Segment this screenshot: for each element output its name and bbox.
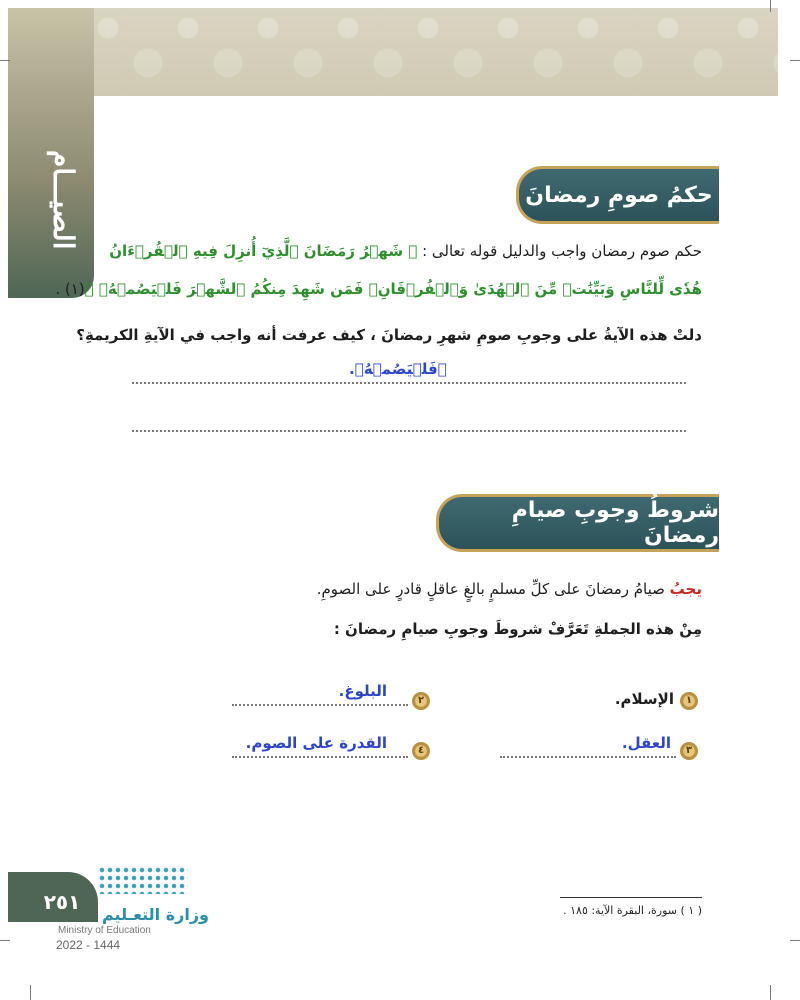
crop-mark (770, 985, 771, 1000)
quran-verse-part1: ﴿ شَهۡرُ رَمَضَانَ ٱلَّذِيٓ أُنزِلَ فِيهِ ٱلۡقُرۡءَانُ (109, 242, 418, 260)
answer-line (232, 704, 408, 706)
bullet-number-icon: ٤ (412, 742, 430, 760)
section-heading-text: حكمُ صومِ رمضانَ (525, 182, 713, 208)
conditions-sentence (317, 580, 702, 598)
question-text: دلتْ هذه الآيةُ على وجوبِ صومِ شهرِ رمضانَ ، كيف عرفت أنه واجب في الآيةِ الكريمةِ؟ (76, 326, 702, 344)
section-heading-ruling (516, 166, 719, 224)
crop-mark (0, 60, 10, 61)
sentence-text: صيامُ رمضانَ على كلِّ مسلمٍ بالغٍ عاقلٍ قادرٍ على الصومِ. (316, 580, 670, 598)
condition-item-1: الإسلام. (614, 690, 674, 708)
answer-line-2 (132, 430, 686, 432)
section-heading-text: شروطُ وجوبِ صيامِ رمضانَ (511, 498, 719, 548)
crop-mark (790, 940, 800, 941)
edition-year: 2022 - 1444 (56, 938, 121, 952)
section-heading-conditions (436, 494, 719, 552)
ruling-intro-line (109, 242, 702, 260)
ministry-name-ar: وزارة التعـليم (102, 905, 209, 924)
ministry-logo-icon (98, 866, 188, 894)
answer-line (500, 756, 676, 758)
page-number: ٢٥١ (43, 890, 81, 914)
conditions-prompt: مِنْ هذه الجملةِ تَعَرَّفْ شروطَ وجوبِ صيامِ رمضانَ : (333, 620, 702, 638)
quran-verse-part2: هُدٗى لِّلنَّاسِ وَبَيِّنَٰتٖ مِّنَ ٱلۡهُدَىٰ وَٱلۡفُرۡقَانِۚ فَمَن شَهِدَ مِنكُمُ ٱلشَّهۡرَ فَلۡيَصُمۡهُۖ ﴾ (84, 280, 702, 298)
condition-answer-2[interactable]: البلوغ. (336, 682, 390, 700)
crop-mark (790, 60, 800, 61)
footnote-divider (560, 897, 702, 898)
intro-text: حكم صوم رمضان واجب والدليل قوله تعالى : (417, 242, 702, 260)
bullet-number-icon: ١ (680, 692, 698, 710)
crop-mark (770, 0, 771, 12)
unit-title: الصيـــام (47, 150, 80, 250)
bullet-number-icon: ٢ (412, 692, 430, 710)
condition-answer-3[interactable]: العقل. (619, 734, 674, 752)
condition-answer-4[interactable]: القدرة على الصوم. (243, 734, 390, 752)
answer-line-1 (132, 382, 686, 384)
verse-line-2 (55, 280, 702, 298)
bullet-number-icon: ٣ (680, 742, 698, 760)
verse-reference: (١) . (55, 280, 85, 298)
answer-text[interactable]: ﴿فَلۡيَصُمۡهُ﴾. (345, 360, 451, 378)
crop-mark (0, 940, 10, 941)
top-decorative-band (8, 8, 778, 96)
footnote: ( ١ ) سورة، البقرة الآية: ١٨٥ . (563, 904, 702, 917)
crop-mark (30, 985, 31, 1000)
must-word: يجبُ (669, 580, 702, 598)
answer-line (232, 756, 408, 758)
ministry-name-en: Ministry of Education (58, 925, 151, 936)
